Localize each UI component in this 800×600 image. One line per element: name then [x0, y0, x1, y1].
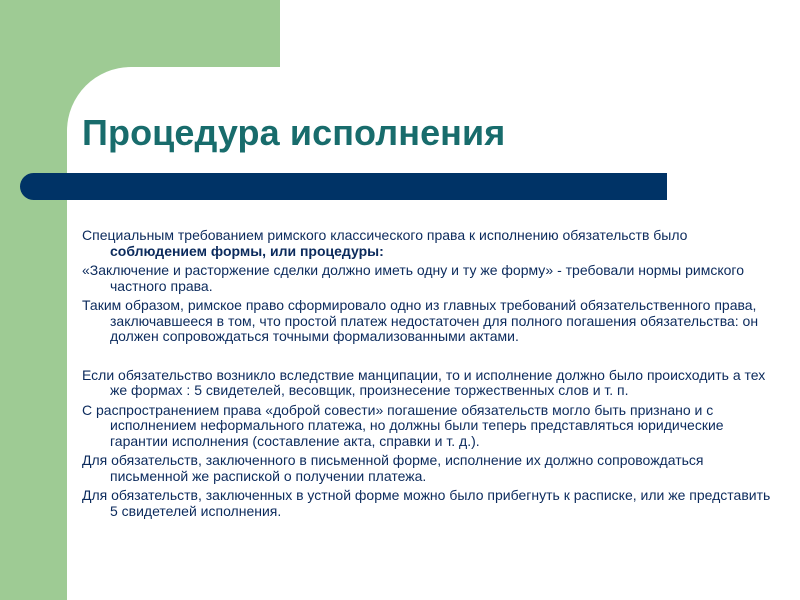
paragraph-2: «Заключение и расторжение сделки должно иметь одну и ту же форму» - требовали нормы римского частного права.	[82, 262, 744, 294]
title-underline-bar	[20, 173, 667, 200]
paragraph-3: Таким образом, римское право сформировало одно из главных требований обязательственного права, заключавшееся в том, что простой платеж недостаточен для полного погашения обязательства: он должен сопровождаться точными формализованными актами.	[82, 297, 759, 344]
paragraph-1	[82, 228, 772, 259]
slide-body	[82, 228, 772, 523]
paragraph-1-text: Специальным требованием римского классического права к исполнению обязательств было	[82, 227, 688, 243]
paragraph-6: Для обязательств, заключенного в письменной форме, исполнение их должно сопровождаться письменной же распиской о получении платежа.	[82, 452, 704, 484]
paragraph-7: Для обязательств, заключенных в устной форме можно было прибегнуть к расписке, или же представить 5 свидетелей исполнения.	[82, 487, 771, 519]
paragraph-4: Если обязательство возникло вследствие манципации, то и исполнение должно было происходить а тех же формах : 5 свидетелей, весовщик, произнесение торжественных слов и т. п.	[82, 366, 766, 398]
slide-title: Процедура исполнения	[82, 112, 506, 153]
paragraph-1-bold: соблюдением формы, или процедуры:	[110, 242, 384, 259]
paragraph-5: С распространением права «доброй совести» погашение обязательств могло быть признано и с исполнением неформального платежа, но должны были теперь представляться юридические гарантии исполнения (составление акта, справки и т. д.).	[82, 401, 724, 449]
